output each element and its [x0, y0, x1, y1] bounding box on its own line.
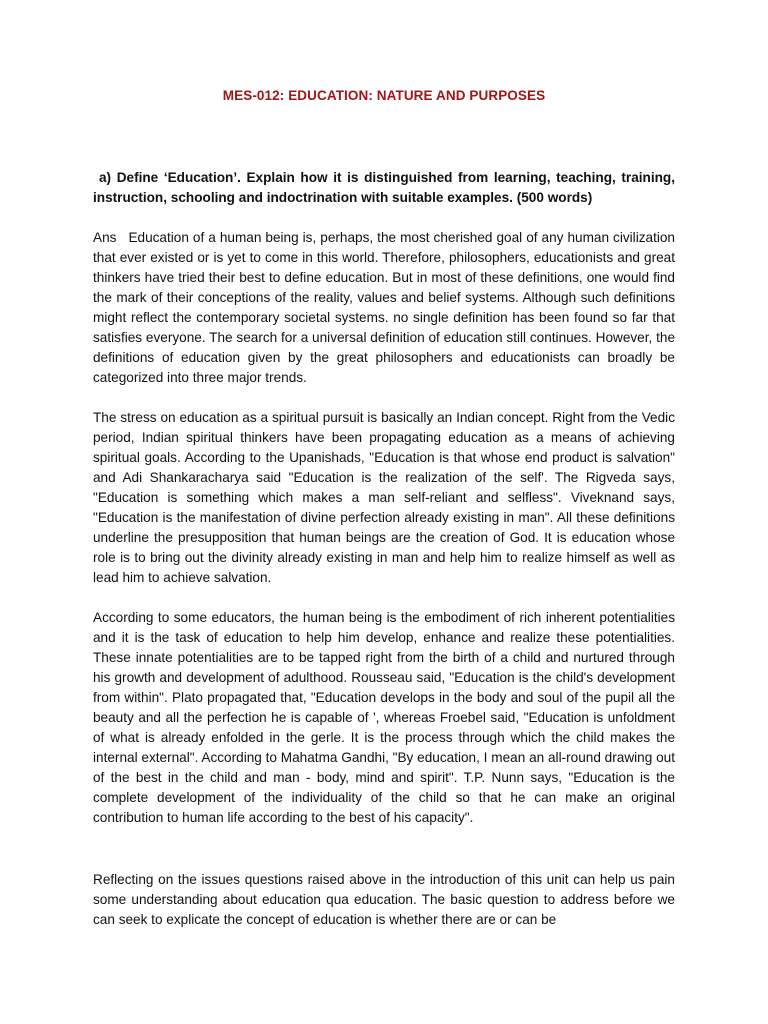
answer-paragraph-1-text: Education of a human being is, perhaps, the most cherished goal of any human civilization that ever existed or is yet to come in this world. Therefore, philosophers, educationists and great thinkers have tried their best to define education. But in most of these definitions, one would find the mark of their conceptions of the reality, values and belief systems. Although such definitions might reflect the contemporary societal systems. no single definition has been found so far that satisfies everyone. The search for a universal definition of education still continues. However, the definitions of education given by the great philosophers and educationists can broadly be categorized into three major trends.	[93, 230, 675, 385]
question-text: a) Define ‘Education’. Explain how it is distinguished from learning, teaching, training, instruction, schooling and indoctrination with suitable examples. (500 words)	[93, 170, 675, 205]
answer-paragraph-1	[93, 228, 675, 388]
answer-paragraph-2: The stress on education as a spiritual pursuit is basically an Indian concept. Right from the Vedic period, Indian spiritual thinkers have been propagating education as a means of achieving spiritual goals. According to the Upanishads, "Education is that whose end product is salvation" and Adi Shankaracharya said "Education is the realization of the self'. The Rigveda says, "Education is something which makes a man self-reliant and selfless". Viveknand says, "Education is the manifestation of divine perfection already existing in man". All these definitions underline the presupposition that human beings are the creation of God. It is education whose role is to bring out the divinity already existing in man and help him to realize himself as well as lead him to achieve salvation.	[93, 410, 675, 585]
answer-label: Ans	[93, 230, 117, 245]
answer-paragraph-3: According to some educators, the human being is the embodiment of rich inherent potentialities and it is the task of education to help him develop, enhance and realize these potentialities. These innate potentialities are to be tapped right from the birth of a child and nurtured through his growth and development of adulthood. Rousseau said, "Education is the child's development from within". Plato propagated that, "Education develops in the body and soul of the pupil all the beauty and all the perfection he is capable of ', whereas Froebel said, "Education is unfoldment of what is already enfolded in the gerle. It is the process through which the child makes the internal external". According to Mahatma Gandhi, "By education, I mean an all-round drawing out of the best in the child and man - body, mind and spirit". T.P. Nunn says, "Education is the complete development of the individuality of the child so that he can make an original contribution to human life according to the best of his capacity".	[93, 610, 675, 825]
document-title: MES-012: EDUCATION: NATURE AND PURPOSES	[222, 88, 546, 103]
answer-paragraph-4: Reflecting on the issues questions raised above in the introduction of this unit can help us pain some understanding about education qua education. The basic question to address before we can seek to explicate the concept of education is whether there are or can be	[93, 872, 675, 927]
